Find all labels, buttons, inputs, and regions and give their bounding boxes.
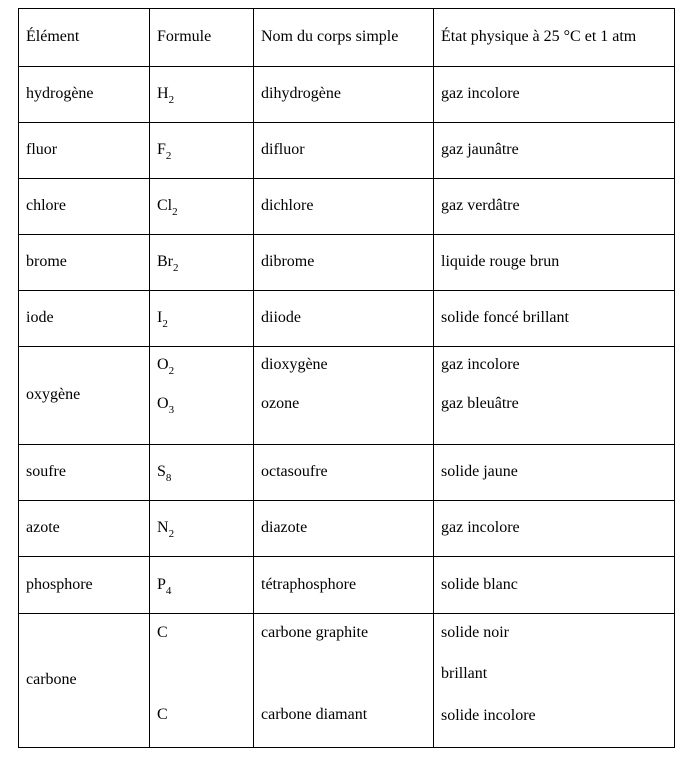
formula-symbol: Br: [157, 253, 173, 271]
formula-symbol: Cl: [157, 197, 173, 215]
formula-cell: [150, 179, 254, 235]
formula-symbol: O: [157, 356, 169, 373]
name-line: dioxygène: [261, 356, 328, 373]
formula-symbol: F: [157, 141, 166, 159]
table-row: [19, 179, 675, 235]
formula-subscript: 2: [168, 365, 175, 377]
formula-symbol: O: [157, 395, 169, 413]
header-formula: Formule: [150, 9, 254, 67]
formula-subscript: 2: [165, 150, 172, 163]
table-row: [19, 67, 675, 123]
state-cell: solide jaune: [434, 445, 675, 501]
table-row: [19, 347, 675, 445]
state-cell: gaz incolore: [434, 501, 675, 557]
formula-subscript: 4: [165, 584, 172, 597]
table-row: [19, 235, 675, 291]
table-row: [19, 291, 675, 347]
table-row: [19, 445, 675, 501]
name-cell: dihydrogène: [254, 67, 434, 123]
formula-cell: [150, 347, 254, 445]
formula-line: C: [157, 706, 168, 724]
name-cell: difluor: [254, 123, 434, 179]
formula-subscript: 8: [165, 472, 172, 485]
element-cell: fluor: [19, 123, 150, 179]
header-name: Nom du corps simple: [254, 9, 434, 67]
element-cell: oxygène: [19, 347, 150, 445]
name-line: carbone graphite: [261, 624, 369, 641]
formula-line: [157, 395, 246, 417]
formula-symbol: H: [157, 85, 169, 103]
state-cell: solide foncé brillant: [434, 291, 675, 347]
element-cell: soufre: [19, 445, 150, 501]
name-cell: tétraphosphore: [254, 557, 434, 614]
name-spacer: [261, 665, 426, 683]
formula-symbol: N: [157, 519, 169, 537]
element-cell: brome: [19, 235, 150, 291]
formula-subscript: 2: [168, 528, 175, 541]
state-cell: solide blanc: [434, 557, 675, 614]
formula-cell: [150, 445, 254, 501]
state-cell: gaz incolore: [434, 67, 675, 123]
table-row: [19, 557, 675, 614]
table-row: [19, 501, 675, 557]
formula-cell: [150, 235, 254, 291]
name-cell: [254, 347, 434, 445]
formula-subscript: 2: [168, 94, 175, 107]
elements-table: [18, 8, 675, 748]
formula-cell: [150, 291, 254, 347]
formula-subscript: 2: [172, 206, 178, 219]
element-cell: carbone: [19, 614, 150, 748]
formula-line: [157, 356, 246, 377]
formula-symbol: P: [157, 575, 166, 593]
formula-line: C: [157, 624, 168, 641]
formula-cell: [150, 123, 254, 179]
state-line: brillant: [441, 665, 488, 683]
name-cell: diiode: [254, 291, 434, 347]
state-line: solide incolore: [441, 706, 536, 724]
header-element: Élément: [19, 9, 150, 67]
state-cell: gaz jaunâtre: [434, 123, 675, 179]
formula-cell: [150, 614, 254, 748]
state-cell: [434, 614, 675, 748]
formula-cell: [150, 557, 254, 614]
table-row: [19, 614, 675, 748]
formula-subscript: 2: [162, 318, 168, 331]
element-cell: phosphore: [19, 557, 150, 614]
name-cell: dibrome: [254, 235, 434, 291]
name-cell: [254, 614, 434, 748]
state-cell: gaz verdâtre: [434, 179, 675, 235]
name-cell: diazote: [254, 501, 434, 557]
state-cell: [434, 347, 675, 445]
name-cell: octasoufre: [254, 445, 434, 501]
formula-symbol: I: [157, 309, 163, 327]
state-line: gaz incolore: [441, 356, 520, 373]
formula-subscript: 3: [168, 404, 175, 417]
element-cell: chlore: [19, 179, 150, 235]
formula-cell: [150, 67, 254, 123]
state-cell: liquide rouge brun: [434, 235, 675, 291]
element-cell: iode: [19, 291, 150, 347]
element-cell: azote: [19, 501, 150, 557]
formula-spacer: [157, 665, 246, 683]
formula-cell: [150, 501, 254, 557]
header-state: État physique à 25 °C et 1 atm: [434, 9, 675, 67]
formula-symbol: S: [157, 463, 166, 481]
state-line: solide noir: [441, 624, 509, 641]
name-line: ozone: [261, 395, 300, 413]
name-cell: dichlore: [254, 179, 434, 235]
formula-subscript: 2: [173, 262, 179, 275]
table-row: [19, 123, 675, 179]
state-line: gaz bleuâtre: [441, 395, 519, 413]
name-line: carbone diamant: [261, 706, 368, 724]
table-header-row: [19, 9, 675, 67]
element-cell: hydrogène: [19, 67, 150, 123]
